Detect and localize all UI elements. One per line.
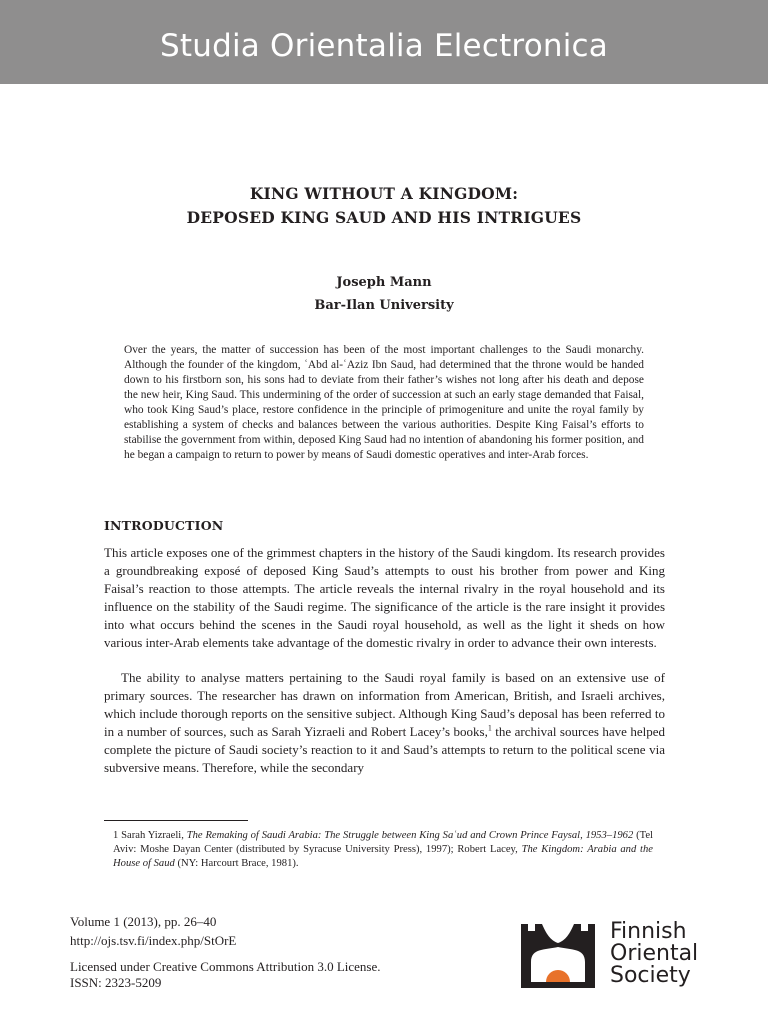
body-paragraph-1: This article exposes one of the grimmest chapters in the history of the Saudi kingdom. Its research provides a groundbreaking exposé of deposed King Saud’s attempts to oust his brother from power and King Faisal’s reaction to those attempts. The article reveals the internal rivalry in the royal household and its influence on the stability of the Saudi regime. The significance of the article is the rare insight it provides into what occurs behind the scenes in the Saudi royal household, as well as the light it sheds on how various inter-Arab elements take advantage of the domestic rivalry in order to advance their own interests. [104,545,665,650]
footnote-book-2-details: (NY: Harcourt Brace, 1981). [174,858,299,870]
footnote-author: Sarah Yizraeli, [121,830,187,841]
society-name-line-3: Society [610,963,691,988]
journal-title: Studia Orientalia Electronica [160,28,608,64]
footnote-book-2-title: The Kingdom: Arabia and the House of Saud [113,844,653,870]
paragraph-2-text-start: The ability to analyse matters pertaining to the Saudi royal family is based on an extensive use of primary sources. The researcher has drawn on information from American, British, and Israeli archives, which include thorough reports on the sensitive subject. Although King Saud’s deposal has been referred to in a number of sources, such as Sarah Yizraeli and Robert Lacey’s books, [104,670,665,739]
abstract: Over the years, the matter of succession has been of the most important challenges to the Saudi monarchy. Although the founder of the kingdom, ʿAbd al-ʿAziz Ibn Saud, had determined that the throne would be handed down to his firstborn son, his sons had to deviate from their father’s wishes not long after his death and depose the new heir, King Saud. This undermining of the order of succession at such an early stage demanded that Faisal, who took King Saud’s place, restore confidence in the principle of primogeniture and unite the royal family by establishing a system of checks and balances between the various authorities. Despite King Faisal’s efforts to stabilise the government from within, deposed King Saud had no intention of abandoning his former position, and he began a campaign to return to power by means of Saudi domestic operatives and inter-Arab forces. [124,344,644,461]
sun-shape [546,970,570,982]
paragraph-2-text-end: the archival sources have helped complete the picture of Saudi society’s reaction to it and Saud’s attempts to return to the political scene via subversive means. Therefore, while the secondary [104,723,665,775]
article-title-line-1: KING WITHOUT A KINGDOM: [249,184,519,203]
footnote-book-1-details: (Tel Aviv: Moshe Dayan Center (distributed by Syracuse University Press), 1997); Robert Lacey, [113,830,653,856]
footnote-number: 1 [113,830,119,841]
license-statement: Licensed under Creative Commons Attribution 3.0 License. [70,959,381,974]
footnote-separator [104,820,248,821]
footnote-book-1-title: The Remaking of Saudi Arabia: The Struggle between King Saʿud and Crown Prince Faysal, 1953–1962 [186,830,634,841]
author-affiliation: Bar-Ilan University [314,298,454,313]
society-name [610,921,720,987]
author-name: Joseph Mann [336,275,432,290]
society-name-line-1: Finnish [610,919,687,944]
castle-sun-icon [518,922,598,992]
section-heading-introduction: INTRODUCTION [104,518,224,533]
article-title-line-2: DEPOSED KING SAUD AND HIS INTRIGUES [186,208,582,227]
finnish-oriental-society-logo [518,918,718,998]
volume-info: Volume 1 (2013), pp. 26–40 [70,914,217,929]
journal-url-link[interactable]: http://ojs.tsv.fi/index.php/StOrE [70,933,237,948]
body-paragraph-2 [104,669,665,776]
footnote-1 [113,829,653,872]
footnote-reference-marker[interactable]: 1 [487,723,492,733]
issn: ISSN: 2323-5209 [70,975,162,990]
journal-header-band [0,0,768,84]
society-name-line-2: Oriental [610,941,699,966]
